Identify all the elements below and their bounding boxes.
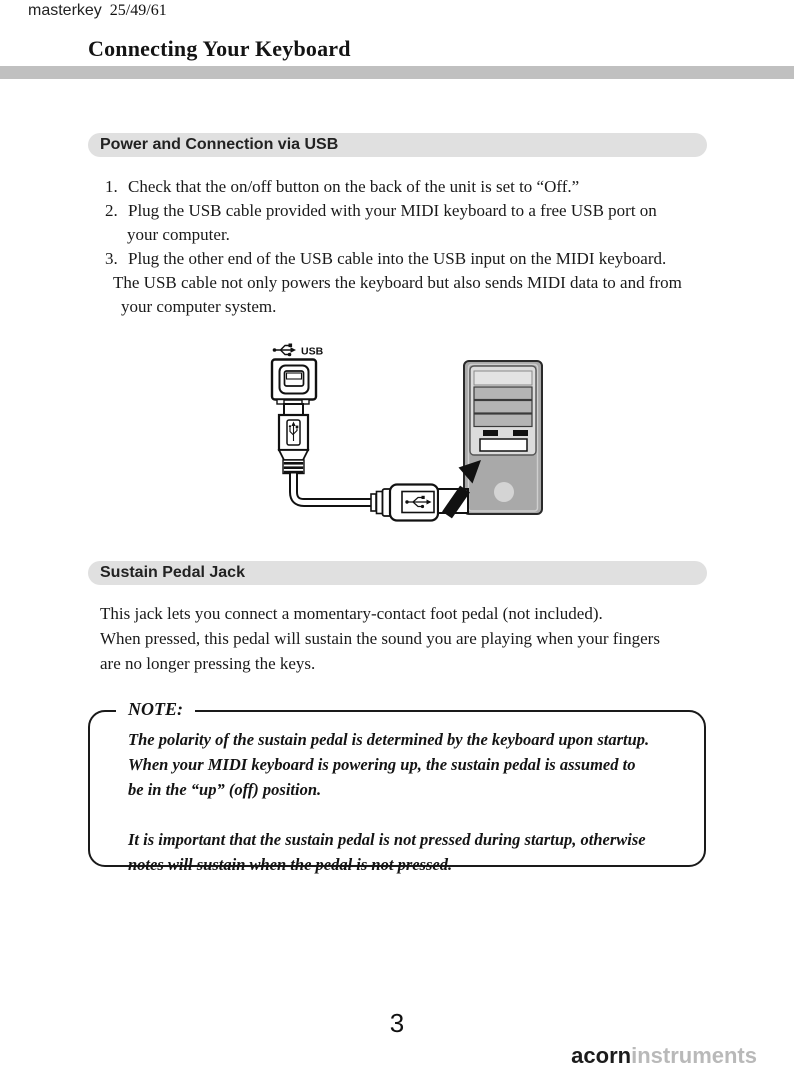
list-marker: 3.	[105, 249, 118, 268]
usb-diagram-svg	[252, 333, 567, 525]
note-line: When your MIDI keyboard is powering up, the sustain pedal is assumed to	[128, 755, 636, 774]
note-paragraph-gap	[128, 802, 698, 827]
note-line: notes will sustain when the pedal is not pressed.	[128, 855, 453, 874]
list-item-continuation: your computer system.	[121, 297, 277, 316]
list-text: Check that the on/off button on the back of the unit is set to “Off.”	[128, 177, 580, 196]
product-name: masterkey	[28, 2, 102, 19]
title-underline-bar	[0, 66, 794, 79]
list-marker: 1.	[105, 177, 118, 196]
note-label: NOTE:	[116, 699, 195, 720]
note-line: It is important that the sustain pedal is not pressed during startup, otherwise	[128, 830, 646, 849]
list-item-continuation: The USB cable not only powers the keyboard but also sends MIDI data to and from	[113, 273, 682, 292]
usb-b-socket	[272, 360, 316, 405]
section-header-sustain-pedal: Sustain Pedal Jack	[88, 561, 707, 585]
usb-connection-illustration	[252, 333, 567, 530]
paragraph-line: are no longer pressing the keys.	[100, 654, 316, 673]
usb-trident-icon	[273, 344, 296, 357]
note-callout-box	[88, 699, 706, 874]
drive-slot	[480, 439, 527, 451]
paragraph-line: This jack lets you connect a momentary-contact foot pedal (not included).	[100, 604, 603, 623]
list-text: Plug the USB cable provided with your MIDI keyboard to a free USB port on	[128, 201, 657, 220]
brand-logo-bold-part: acorn	[571, 1043, 632, 1068]
drive-led	[483, 430, 498, 436]
list-text: Plug the other end of the USB cable into the USB input on the MIDI keyboard.	[128, 249, 667, 268]
note-line: The polarity of the sustain pedal is determined by the keyboard upon startup.	[128, 730, 650, 749]
page-number: 3	[389, 1008, 405, 1038]
brand-logo-light-part: instruments	[631, 1043, 757, 1068]
model-numbers-value: 25/49/61	[109, 2, 167, 19]
document-header	[28, 2, 167, 20]
list-marker: 2.	[105, 201, 118, 220]
usb-steps-list	[105, 175, 725, 319]
paragraph-line: When pressed, this pedal will sustain the sound you are playing when your fingers	[100, 629, 660, 648]
section-header-usb: Power and Connection via USB	[88, 133, 707, 157]
note-line: be in the “up” (off) position.	[128, 780, 322, 799]
sustain-pedal-paragraph	[100, 601, 720, 676]
drive-led	[513, 430, 528, 436]
list-item	[105, 175, 725, 199]
list-item	[105, 199, 725, 223]
usb-port-label: USB	[301, 345, 324, 358]
list-item-continuation: your computer.	[127, 225, 230, 244]
note-body	[128, 727, 698, 877]
computer-tower-illustration	[464, 361, 542, 514]
page-title: Connecting Your Keyboard	[88, 36, 351, 61]
power-button-illustration	[494, 482, 514, 502]
usb-cable-plug	[279, 404, 468, 521]
brand-logo	[571, 1043, 757, 1069]
list-item	[105, 247, 725, 271]
